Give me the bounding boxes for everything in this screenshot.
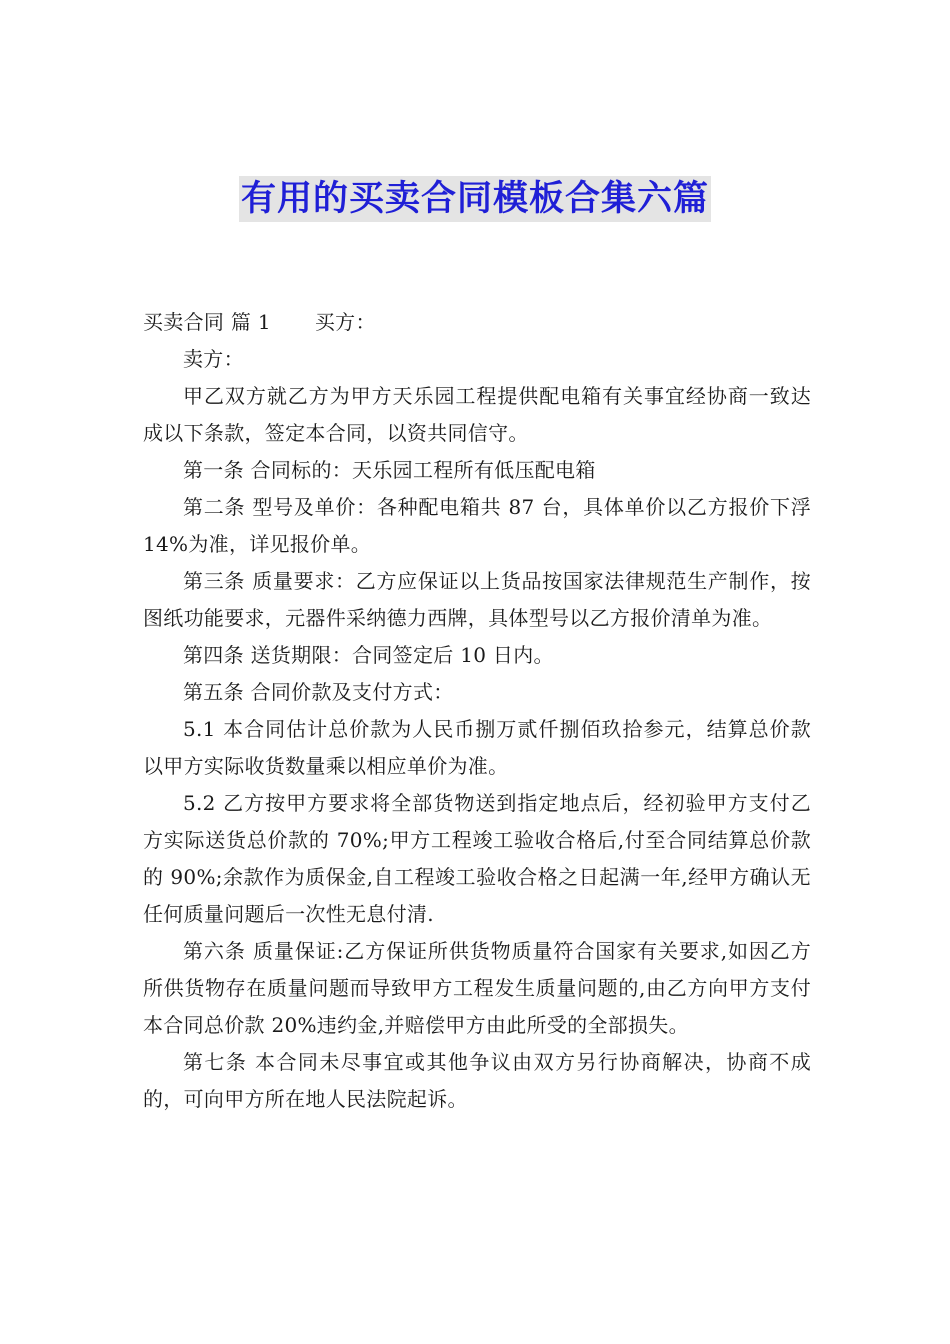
clause-6: 第六条 质量保证:乙方保证所供货物质量符合国家有关要求,如因乙方所供货物存在质量问题而导致甲方工程发生质量问题的,由乙方向甲方支付本合同总价款 20%违约金,并赔偿甲方由此所受的全部损失。 (143, 939, 811, 1037)
contract-header-line (143, 304, 811, 341)
document-body (143, 304, 811, 1118)
clause-5: 第五条 合同价款及支付方式： (183, 680, 454, 704)
clause-3: 第三条 质量要求：乙方应保证以上货品按国家法律规范生产制作，按图纸功能要求，元器件采纳德力西牌，具体型号以乙方报价清单为准。 (143, 569, 811, 630)
clause-5-2: 5.2 乙方按甲方要求将全部货物送到指定地点后，经初验甲方支付乙方实际送货总价款的 70%;甲方工程竣工验收合格后,付至合同结算总价款的 90%;余款作为质保金,自工程竣工验收合格之日起满一年,经甲方确认无任何质量问题后一次性无息付清. (143, 791, 811, 926)
clause-7: 第七条 本合同未尽事宜或其他争议由双方另行协商解决，协商不成的，可向甲方所在地人民法院起诉。 (143, 1050, 811, 1111)
clause-2: 第二条 型号及单价：各种配电箱共 87 台，具体单价以乙方报价下浮 14%为准，详见报价单。 (143, 495, 811, 556)
document-title: 有用的买卖合同模板合集六篇 (239, 176, 711, 222)
contract-header-label: 买卖合同 篇 1 (143, 310, 271, 334)
clause-1: 第一条 合同标的：天乐园工程所有低压配电箱 (183, 458, 596, 482)
seller-line: 卖方： (183, 347, 244, 371)
buyer-label: 买方： (314, 310, 376, 334)
clause-4: 第四条 送货期限：合同签定后 10 日内。 (183, 643, 554, 667)
title-container (0, 176, 950, 222)
clause-5-1: 5.1 本合同估计总价款为人民币捌万贰仟捌佰玖拾参元，结算总价款以甲方实际收货数量乘以相应单价为准。 (143, 717, 811, 778)
preamble-paragraph: 甲乙双方就乙方为甲方天乐园工程提供配电箱有关事宜经协商一致达成以下条款，签定本合同，以资共同信守。 (143, 384, 811, 445)
